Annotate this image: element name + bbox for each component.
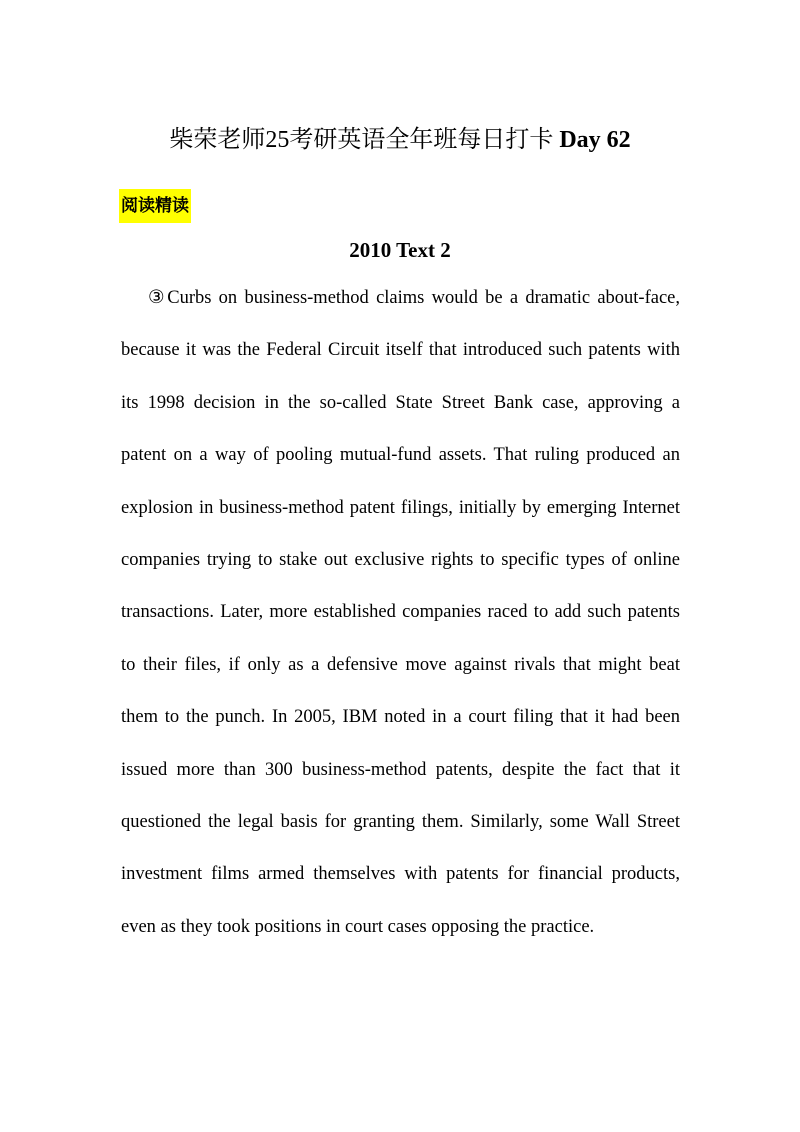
passage-line: patent on a way of pooling mutual-fund assets. That ruling produced an [121,445,680,466]
passage-line: ③Curbs on business-method claims would be a dramatic about-face, [148,288,680,308]
passage-line: its 1998 decision in the so-called State Street Bank case, approving a [121,392,680,413]
passage-line: even as they took positions in court cases opposing the practice. [121,916,595,937]
passage-line: transactions. Later, more established companies raced to add such patents [121,602,680,623]
passage-line: questioned the legal basis for granting them. Similarly, some Wall Street [121,811,680,832]
passage-paragraph [121,278,680,959]
title-day: Day 62 [559,127,631,153]
passage-line: companies trying to stake out exclusive rights to specific types of online [121,549,680,570]
title-chinese: 柴荣老师25考研英语全年班每日打卡 [169,127,554,153]
passage-line: to their files, if only as a defensive move against rivals that might beat [121,654,680,675]
passage-heading: 2010 Text 2 [349,238,451,262]
section-label-highlighted: 阅读精读 [119,189,191,223]
passage-line: because it was the Federal Circuit itself that introduced such patents with [121,340,680,361]
page-title [0,120,800,160]
passage-line: issued more than 300 business-method patents, despite the fact that it [121,759,680,780]
passage-line: them to the punch. In 2005, IBM noted in a court filing that it had been [121,707,680,728]
passage-line: explosion in business-method patent filings, initially by emerging Internet [121,497,680,518]
passage-line: investment films armed themselves with patents for financial products, [121,864,680,885]
